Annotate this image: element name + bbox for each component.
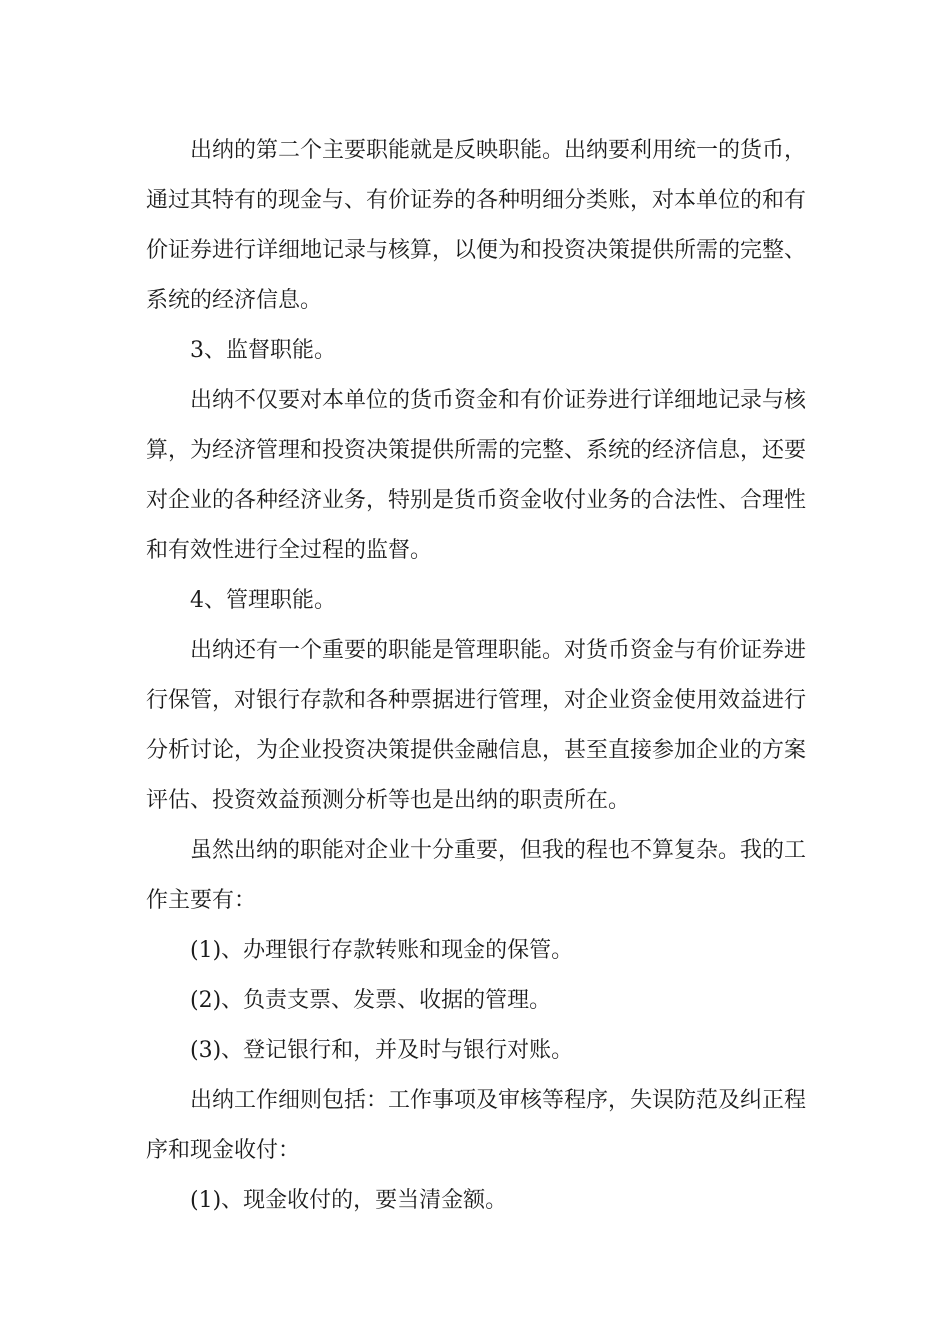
- list-item-3: (3)、登记银行和，并及时与银行对账。: [190, 1038, 574, 1063]
- paragraph-manage-function: 出纳还有一个重要的职能是管理职能。对货币资金与有价证券进行保管，对银行存款和各种票据进行管理，对企业资金使用效益进行分析讨论，为企业投资决策提供金融信息，甚至直接参加企业的方案评估、投资效益预测分析等也是出纳的职责所在。: [146, 638, 807, 813]
- paragraph-rules-intro: 出纳工作细则包括：工作事项及审核等程序，失误防范及纠正程序和现金收付：: [146, 1088, 807, 1163]
- paragraph-supervise-function: 出纳不仅要对本单位的货币资金和有价证券进行详细地记录与核算，为经济管理和投资决策提供所需的完整、系统的经济信息，还要对企业的各种经济业务，特别是货币资金收付业务的合法性、合理性和有效性进行全过程的监督。: [146, 388, 807, 563]
- paragraph-work-intro: 虽然出纳的职能对企业十分重要，但我的程也不算复杂。我的工作主要有：: [146, 838, 807, 913]
- rules-item-1: (1)、现金收付的，要当清金额。: [190, 1188, 508, 1213]
- document-body: [146, 126, 806, 1226]
- heading-manage-function: 4、管理职能。: [190, 588, 336, 613]
- list-item-2: (2)、负责支票、发票、收据的管理。: [190, 988, 552, 1013]
- paragraph-reflect-function: 出纳的第二个主要职能就是反映职能。出纳要利用统一的货币，通过其特有的现金与、有价证券的各种明细分类账，对本单位的和有价证券进行详细地记录与核算，以便为和投资决策提供所需的完整、系统的经济信息。: [146, 138, 807, 313]
- heading-supervise-function: 3、监督职能。: [190, 338, 336, 363]
- list-item-1: (1)、办理银行存款转账和现金的保管。: [190, 938, 574, 963]
